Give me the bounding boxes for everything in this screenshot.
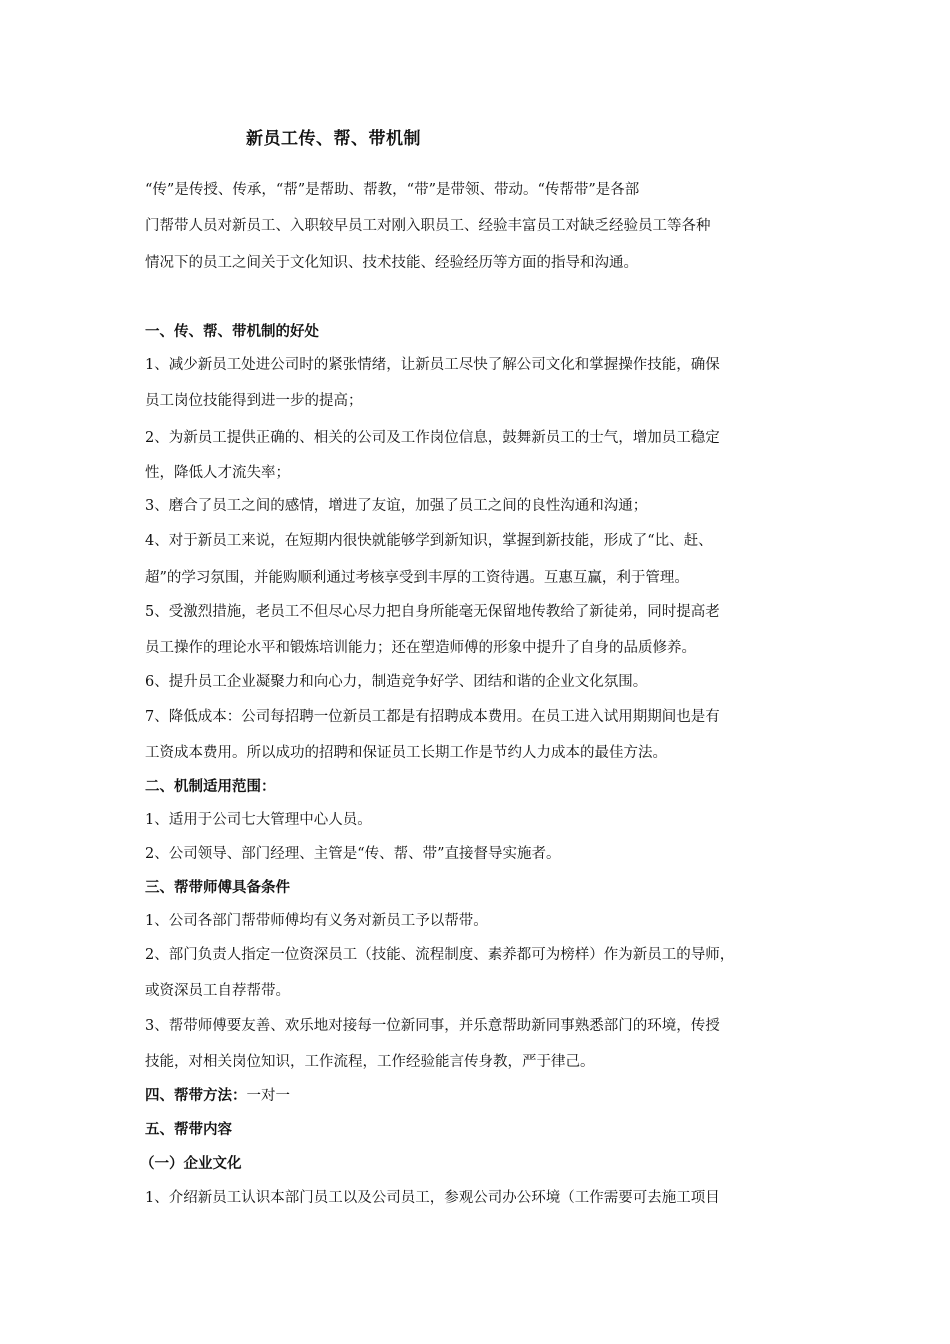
section-heading xyxy=(145,1084,290,1105)
subsection-heading: （一）企业文化 xyxy=(140,1156,242,1172)
paragraph-line: 3、磨合了员工之间的感情，增进了友谊，加强了员工之间的良性沟通和沟通； xyxy=(145,498,648,514)
paragraph-line: 5、受激烈措施，老员工不但尽心尽力把自身所能毫无保留地传教给了新徒弟，同时提高老 xyxy=(145,604,720,620)
document-title: 新员工传、帮、带机制 xyxy=(246,129,421,149)
intro-line: 情况下的员工之间关于文化知识、技术技能、经验经历等方面的指导和沟通。 xyxy=(145,255,638,271)
paragraph-line: 1、减少新员工处进公司时的紧张情绪，让新员工尽快了解公司文化和掌握操作技能，确保 xyxy=(145,357,720,373)
section-heading: 二、机制适用范围： xyxy=(145,779,276,795)
section-heading: 一、传、帮、带机制的好处 xyxy=(145,324,319,340)
section-heading-label: 四、帮带方法： xyxy=(145,1088,247,1104)
paragraph-line: 1、适用于公司七大管理中心人员。 xyxy=(145,812,372,828)
paragraph-line: 性，降低人才流失率； xyxy=(145,465,290,481)
paragraph-line: 2、部门负责人指定一位资深员工（技能、流程制度、素养都可为榜样）作为新员工的导师， xyxy=(145,947,735,963)
intro-line: “传”是传授、传承，“帮”是帮助、帮教，“带”是带领、带动。“传帮带”是各部 xyxy=(145,182,640,198)
paragraph-line: 2、公司领导、部门经理、主管是“传、帮、带”直接督导实施者。 xyxy=(145,846,561,862)
paragraph-line: 工资成本费用。所以成功的招聘和保证员工长期工作是节约人力成本的最佳方法。 xyxy=(145,745,667,761)
paragraph-line: 4、对于新员工来说，在短期内很快就能够学到新知识，掌握到新技能，形成了“比、赶、 xyxy=(145,533,713,549)
paragraph-line: 员工操作的理论水平和锻炼培训能力；还在塑造师傅的形象中提升了自身的品质修养。 xyxy=(145,640,696,656)
paragraph-line: 3、帮带师傅要友善、欢乐地对接每一位新同事，并乐意帮助新同事熟悉部门的环境，传授 xyxy=(145,1018,720,1034)
paragraph-line: 1、公司各部门帮带师傅均有义务对新员工予以帮带。 xyxy=(145,913,488,929)
section-heading: 三、帮带师傅具备条件 xyxy=(145,880,290,896)
paragraph-line: 超”的学习氛围，并能购顺利通过考核享受到丰厚的工资待遇。互惠互赢，利于管理。 xyxy=(145,570,689,586)
paragraph-line: 6、提升员工企业凝聚力和向心力，制造竞争好学、团结和谐的企业文化氛围。 xyxy=(145,674,648,690)
paragraph-line: 技能，对相关岗位知识，工作流程，工作经验能言传身教，严于律己。 xyxy=(145,1054,595,1070)
section-value: 一对一 xyxy=(246,1088,290,1104)
intro-line: 门帮带人员对新员工、入职较早员工对刚入职员工、经验丰富员工对缺乏经验员工等各种 xyxy=(145,218,711,234)
paragraph-line: 员工岗位技能得到进一步的提高； xyxy=(145,393,363,409)
paragraph-line: 1、介绍新员工认识本部门员工以及公司员工，参观公司办公环境（工作需要可去施工项目 xyxy=(145,1190,720,1206)
paragraph-line: 7、降低成本：公司每招聘一位新员工都是有招聘成本费用。在员工进入试用期期间也是有 xyxy=(145,709,720,725)
section-heading: 五、帮带内容 xyxy=(145,1122,232,1138)
paragraph-line: 或资深员工自荐帮带。 xyxy=(145,983,290,999)
paragraph-line: 2、为新员工提供正确的、相关的公司及工作岗位信息，鼓舞新员工的士气，增加员工稳定 xyxy=(145,430,720,446)
